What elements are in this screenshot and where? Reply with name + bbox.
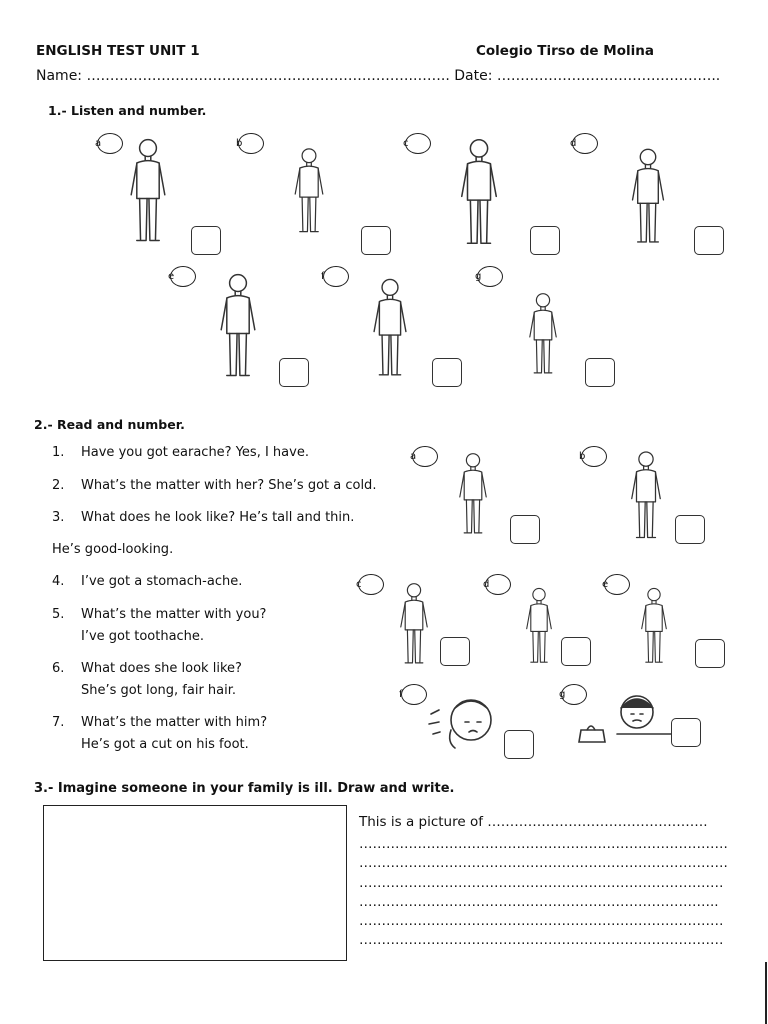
label-circle: g — [477, 266, 503, 287]
answer-box[interactable] — [510, 515, 540, 544]
writing-line[interactable]: ……………………………………………………………………… — [359, 932, 724, 948]
sentence-item: 1. Have you got earache? Yes, I have. — [52, 445, 309, 460]
sentence-item: He’s got a cut on his foot. — [81, 737, 249, 752]
sentence-item: 6. What does she look like? — [52, 661, 242, 676]
name-date-line[interactable]: Name: …………………………………………………………….…….. Date: ……………………………….……….. — [36, 68, 721, 84]
boy-figure — [622, 145, 674, 248]
teen-boy-figure — [210, 270, 266, 382]
label-circle: d — [572, 133, 598, 154]
answer-box[interactable] — [279, 358, 309, 387]
answer-box[interactable] — [504, 730, 534, 759]
page-edge-mark — [765, 962, 767, 1024]
label-circle: a — [412, 446, 438, 467]
sentence-item: 3. What does he look like? He’s tall and thin. — [52, 510, 355, 525]
label-circle: b — [238, 133, 264, 154]
writing-line[interactable]: ………………………………………………………………………. — [359, 836, 728, 852]
label-circle: f — [401, 684, 427, 705]
long-hair-girl-figure — [363, 275, 417, 381]
woman-figure — [448, 135, 510, 250]
cold-girl-figure — [577, 690, 677, 748]
label-circle: b — [581, 446, 607, 467]
toothache-boy-figure — [425, 690, 505, 756]
sentence-item: I’ve got toothache. — [81, 629, 205, 644]
label-circle: c — [358, 574, 384, 595]
drawing-box[interactable] — [43, 805, 347, 961]
answer-box[interactable] — [432, 358, 462, 387]
writing-line[interactable]: ……………………………………………………………………… — [359, 875, 724, 891]
label-circle: e — [170, 266, 196, 287]
sentence-item: 7. What’s the matter with him? — [52, 715, 268, 730]
cut-foot-boy-figure — [628, 585, 680, 667]
answer-box[interactable] — [440, 637, 470, 666]
sentence-item: 4. I’ve got a stomach-ache. — [52, 574, 243, 589]
answer-box[interactable] — [561, 637, 591, 666]
label-circle: a — [97, 133, 123, 154]
girl-earache-figure — [450, 450, 496, 538]
section2-title: 2.- Read and number. — [34, 417, 185, 432]
answer-box[interactable] — [694, 226, 724, 255]
writing-line[interactable]: ……………………………………………………………………… — [359, 913, 724, 929]
answer-box[interactable] — [361, 226, 391, 255]
label-circle: g — [561, 684, 587, 705]
writing-line[interactable]: This is a picture of …………………………………………. — [359, 814, 708, 830]
writing-line[interactable]: ………………………………………………………………………. — [359, 855, 728, 871]
test-title: ENGLISH TEST UNIT 1 — [36, 43, 200, 59]
answer-box[interactable] — [695, 639, 725, 668]
section1-title: 1.- Listen and number. — [48, 103, 207, 118]
answer-box[interactable] — [585, 358, 615, 387]
answer-box[interactable] — [671, 718, 701, 747]
sentence-item: He’s good-looking. — [52, 542, 174, 557]
label-circle: f — [323, 266, 349, 287]
sentence-item: 2. What’s the matter with her? She’s got a cold. — [52, 478, 377, 493]
girl-figure — [283, 145, 335, 237]
label-circle: c — [405, 133, 431, 154]
writing-line[interactable]: …………………………………………………………………….. — [359, 894, 719, 910]
answer-box[interactable] — [191, 226, 221, 255]
man-figure — [118, 135, 178, 247]
label-circle: e — [604, 574, 630, 595]
sentence-item: 5. What’s the matter with you? — [52, 607, 267, 622]
answer-box[interactable] — [675, 515, 705, 544]
sentence-item: She’s got long, fair hair. — [81, 683, 237, 698]
label-circle: d — [485, 574, 511, 595]
section3-title: 3.- Imagine someone in your family is ill. Draw and write. — [34, 781, 455, 796]
tall-thin-man-figure — [622, 448, 670, 543]
answer-box[interactable] — [530, 226, 560, 255]
stomach-ache-boy-figure — [515, 585, 563, 667]
school-name: Colegio Tirso de Molina — [476, 43, 654, 59]
fair-hair-girl-figure — [392, 580, 436, 668]
grandmother-figure — [515, 290, 571, 378]
